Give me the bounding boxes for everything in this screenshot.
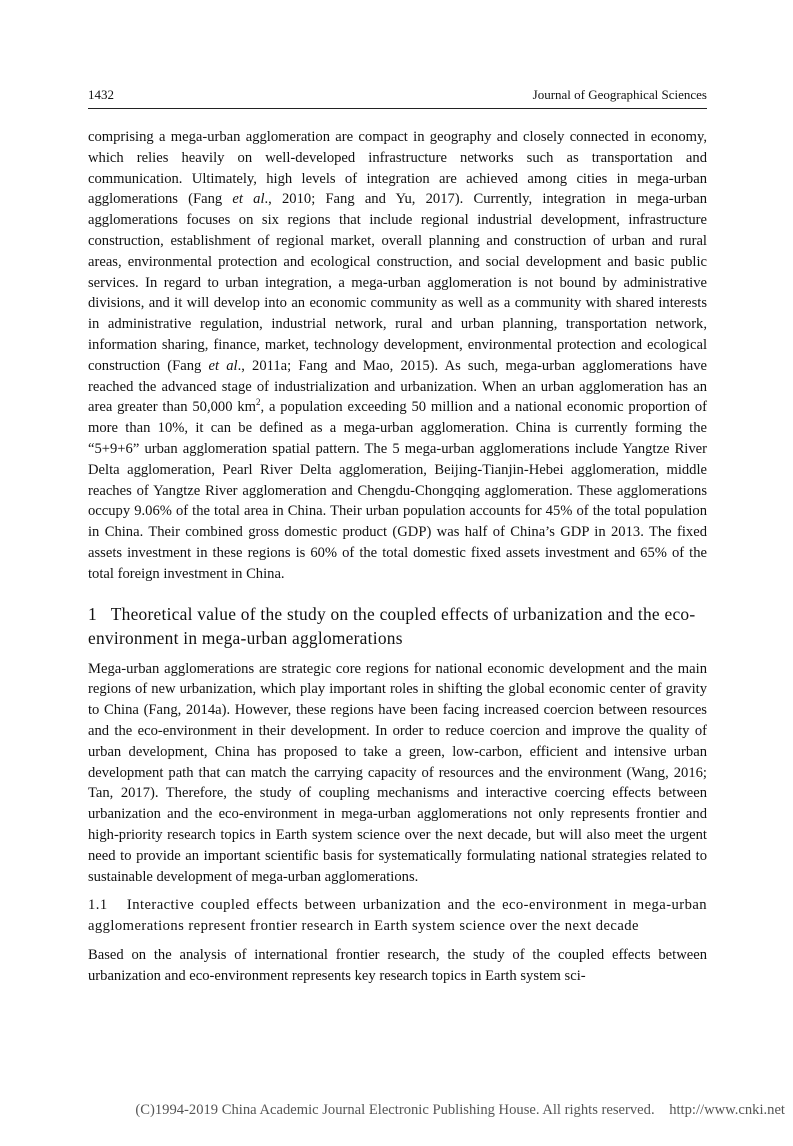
superscript: 2 bbox=[255, 397, 261, 408]
et-al-citation: et al bbox=[208, 357, 238, 374]
section-heading bbox=[88, 602, 707, 650]
footer-url[interactable]: http://www.cnki.net bbox=[669, 1102, 785, 1118]
paragraph: Based on the analysis of international frontier research, the study of the coupled effects between urbanization and eco-environment represents key research topics in Earth system sci- bbox=[88, 947, 707, 985]
running-header bbox=[88, 86, 707, 108]
paragraph-continued: comprising a mega-urban agglomeration are compact in geography and closely connected in economy, which relies heavily on well-developed infrastructure networks such as transportation and communication. Ultimately, high levels of integration are achieved among cities in mega-urban agglomerations (Fang et al., 2010; Fang and Yu, 2017). Currently, integration in mega-urban agglomerations focuses on six regions that include regional industrial development, infrastructure construction, establishment of regional market, overall planning and construction of urban and rural areas, environmental protection and ecological construction, and social development and basic public services. In regard to urban integration, a mega-urban agglomeration is not bound by administrative divisions, and it will develop into an economic community as well as a community with shared interests in administrative regulation, industrial network, rural and urban planning, transportation network, information sharing, finance, market, technology development, environmental protection and ecological construction (Fang et al., 2011a; Fang and Mao, 2015). As such, mega-urban agglomerations have reached the advanced stage of industrialization and urbanization. When an urban agglomeration has an area greater than 50,000 $km^2$, a population exceeding 50 million and a national economic proportion of more than 10%, it can be defined as a mega-urban agglomeration. China is currently forming the “5+9+6” urban agglomeration spatial pattern. The 5 mega-urban agglomerations include Yangtze River Delta agglomeration, Pearl River Delta agglomeration, Beijing-Tianjin-Hebei agglomeration, middle reaches of Yangtze River agglomeration and Chengdu-Chongqing agglomeration. These agglomerations occupy 9.06% of the total area in China. Their urban population accounts for 45% of the total population in China. Their combined gross domestic product (GDP) was half of China’s GDP in 2013. The fixed assets investment in these regions is 60% of the total domestic fixed assets investment and 65% of the total foreign investment in China. bbox=[88, 129, 707, 582]
copyright-footer bbox=[0, 1102, 785, 1119]
section-title: Theoretical value of the study on the coupled effects of urbanization and the eco-environment in mega-urban agglomerations bbox=[88, 603, 696, 648]
page-number: 1432 bbox=[88, 87, 114, 102]
header-divider bbox=[88, 108, 707, 109]
copyright-text: (C)1994-2019 China Academic Journal Electronic Publishing House. All rights reserved. bbox=[135, 1102, 655, 1118]
et-al-citation: et al bbox=[232, 191, 265, 208]
journal-name: Journal of Geographical Sciences bbox=[532, 87, 707, 102]
subsection-title: Interactive coupled effects between urbanization and the eco-environment in mega-urban agglomerations represent frontier research in Earth system science over the next decade bbox=[88, 897, 707, 934]
section-number: 1 bbox=[88, 603, 97, 624]
subsection-heading bbox=[88, 895, 707, 936]
paragraph: Mega-urban agglomerations are strategic core regions for national economic development and the main regions of new urbanization, which play important roles in shifting the global economic center of gravity to China (Fang, 2014a). However, these regions have been facing increased coercion between resources and the eco-environment in their development. In order to reduce coercion and improve the quality of urban development, China has proposed to take a green, low-carbon, efficient and intensive urban development path that can match the carrying capacity of resources and the environment (Wang, 2016; Tan, 2017). Therefore, the study of coupling mechanisms and interactive coercing effects between urbanization and the eco-environment in mega-urban agglomerations not only represents frontier and high-priority research topics in Earth system science over the next decade, but will also meet the urgent need to provide an important scientific basis for systematically formulating national strategies related to sustainable development of mega-urban agglomerations. bbox=[88, 660, 707, 885]
subsection-number: 1.1 bbox=[88, 897, 108, 914]
article-body bbox=[88, 127, 707, 987]
